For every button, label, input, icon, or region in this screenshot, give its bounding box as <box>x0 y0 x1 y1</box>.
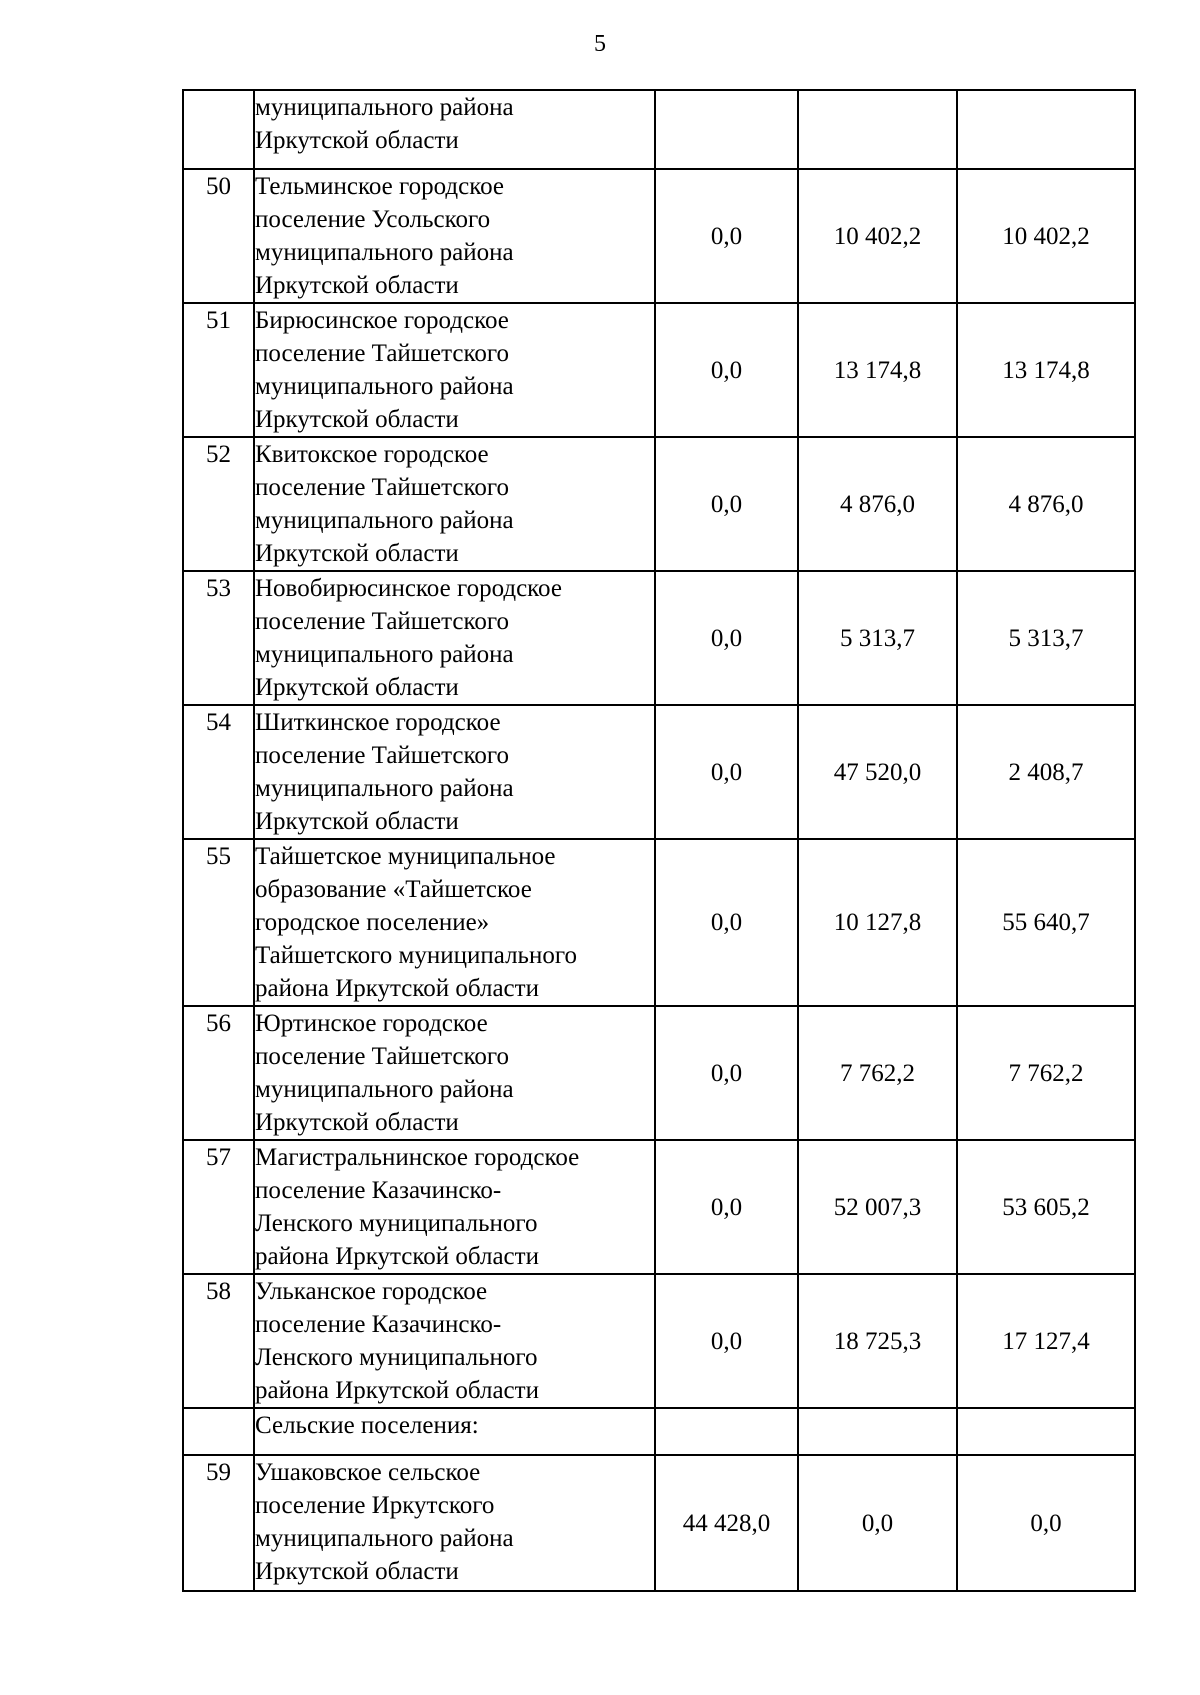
row-number: 55 <box>183 839 254 1006</box>
value-col-1: 0,0 <box>655 705 798 839</box>
row-number: 59 <box>183 1455 254 1591</box>
municipality-name <box>254 1140 655 1274</box>
row-number: 51 <box>183 303 254 437</box>
row-number: 54 <box>183 705 254 839</box>
value-col-2: 0,0 <box>798 1455 957 1591</box>
municipality-name-text: Магистральнинское городское поселение Казачинско- Ленского муниципального района Иркутской области <box>255 1144 580 1270</box>
municipality-name-text: Новобирюсинское городское поселение Тайшетского муниципального района Иркутской области <box>255 575 562 701</box>
municipality-name-text: Ушаковское сельское поселение Иркутского муниципального района Иркутской области <box>255 1459 514 1585</box>
municipality-name-text: муниципального района Иркутской области <box>255 94 514 154</box>
section-title-text: Сельские поселения: <box>255 1412 479 1439</box>
table-row <box>183 571 1135 705</box>
row-number <box>183 90 254 169</box>
municipality-name <box>254 90 655 169</box>
value-col-3: 10 402,2 <box>957 169 1135 303</box>
value-col-2: 13 174,8 <box>798 303 957 437</box>
budget-table-body <box>183 90 1135 1591</box>
municipality-name-text: Бирюсинское городское поселение Тайшетского муниципального района Иркутской области <box>255 307 514 433</box>
municipality-name <box>254 169 655 303</box>
row-number: 58 <box>183 1274 254 1408</box>
value-col-3: 13 174,8 <box>957 303 1135 437</box>
row-number: 53 <box>183 571 254 705</box>
municipality-name <box>254 571 655 705</box>
row-number <box>183 1408 254 1455</box>
value-col-3: 53 605,2 <box>957 1140 1135 1274</box>
table-row <box>183 1455 1135 1591</box>
budget-table <box>182 89 1136 1592</box>
municipality-name-text: Юртинское городское поселение Тайшетского муниципального района Иркутской области <box>255 1010 514 1136</box>
value-col-2 <box>798 1408 957 1455</box>
row-number: 50 <box>183 169 254 303</box>
value-col-3: 5 313,7 <box>957 571 1135 705</box>
value-col-3: 4 876,0 <box>957 437 1135 571</box>
value-col-2 <box>798 90 957 169</box>
municipality-name <box>254 1006 655 1140</box>
value-col-1: 0,0 <box>655 169 798 303</box>
municipality-name-text: Шиткинское городское поселение Тайшетского муниципального района Иркутской области <box>255 709 514 835</box>
table-row <box>183 1006 1135 1140</box>
value-col-2: 7 762,2 <box>798 1006 957 1140</box>
value-col-3: 7 762,2 <box>957 1006 1135 1140</box>
page-number: 5 <box>594 31 606 57</box>
row-number: 52 <box>183 437 254 571</box>
table-row <box>183 437 1135 571</box>
municipality-name <box>254 437 655 571</box>
section-title <box>254 1408 655 1455</box>
table-row <box>183 839 1135 1006</box>
row-number: 57 <box>183 1140 254 1274</box>
table-row <box>183 90 1135 169</box>
table-row <box>183 705 1135 839</box>
value-col-3: 55 640,7 <box>957 839 1135 1006</box>
value-col-2: 52 007,3 <box>798 1140 957 1274</box>
value-col-3 <box>957 90 1135 169</box>
value-col-3: 17 127,4 <box>957 1274 1135 1408</box>
municipality-name <box>254 303 655 437</box>
municipality-name-text: Тайшетское муниципальное образование «Тайшетское городское поселение» Тайшетского муниципального района Иркутской области <box>255 843 577 1002</box>
value-col-3: 0,0 <box>957 1455 1135 1591</box>
municipality-name-text: Квитокское городское поселение Тайшетского муниципального района Иркутской области <box>255 441 514 567</box>
value-col-1: 0,0 <box>655 1006 798 1140</box>
value-col-2: 5 313,7 <box>798 571 957 705</box>
value-col-1: 0,0 <box>655 839 798 1006</box>
value-col-1: 0,0 <box>655 1140 798 1274</box>
table-row <box>183 169 1135 303</box>
municipality-name-text: Ульканское городское поселение Казачинско- Ленского муниципального района Иркутской области <box>255 1278 539 1404</box>
municipality-name-text: Тельминское городское поселение Усольского муниципального района Иркутской области <box>255 173 514 299</box>
table-row <box>183 303 1135 437</box>
value-col-1 <box>655 90 798 169</box>
value-col-3: 2 408,7 <box>957 705 1135 839</box>
municipality-name <box>254 839 655 1006</box>
table-row-section-header <box>183 1408 1135 1455</box>
table-row <box>183 1140 1135 1274</box>
value-col-1: 0,0 <box>655 437 798 571</box>
value-col-1: 0,0 <box>655 1274 798 1408</box>
row-number: 56 <box>183 1006 254 1140</box>
municipality-name <box>254 1274 655 1408</box>
value-col-1: 0,0 <box>655 303 798 437</box>
value-col-1: 0,0 <box>655 571 798 705</box>
municipality-name <box>254 1455 655 1591</box>
municipality-name <box>254 705 655 839</box>
value-col-2: 18 725,3 <box>798 1274 957 1408</box>
value-col-1: 44 428,0 <box>655 1455 798 1591</box>
table-row <box>183 1274 1135 1408</box>
value-col-1 <box>655 1408 798 1455</box>
value-col-2: 10 127,8 <box>798 839 957 1006</box>
value-col-2: 10 402,2 <box>798 169 957 303</box>
value-col-2: 47 520,0 <box>798 705 957 839</box>
value-col-2: 4 876,0 <box>798 437 957 571</box>
value-col-3 <box>957 1408 1135 1455</box>
